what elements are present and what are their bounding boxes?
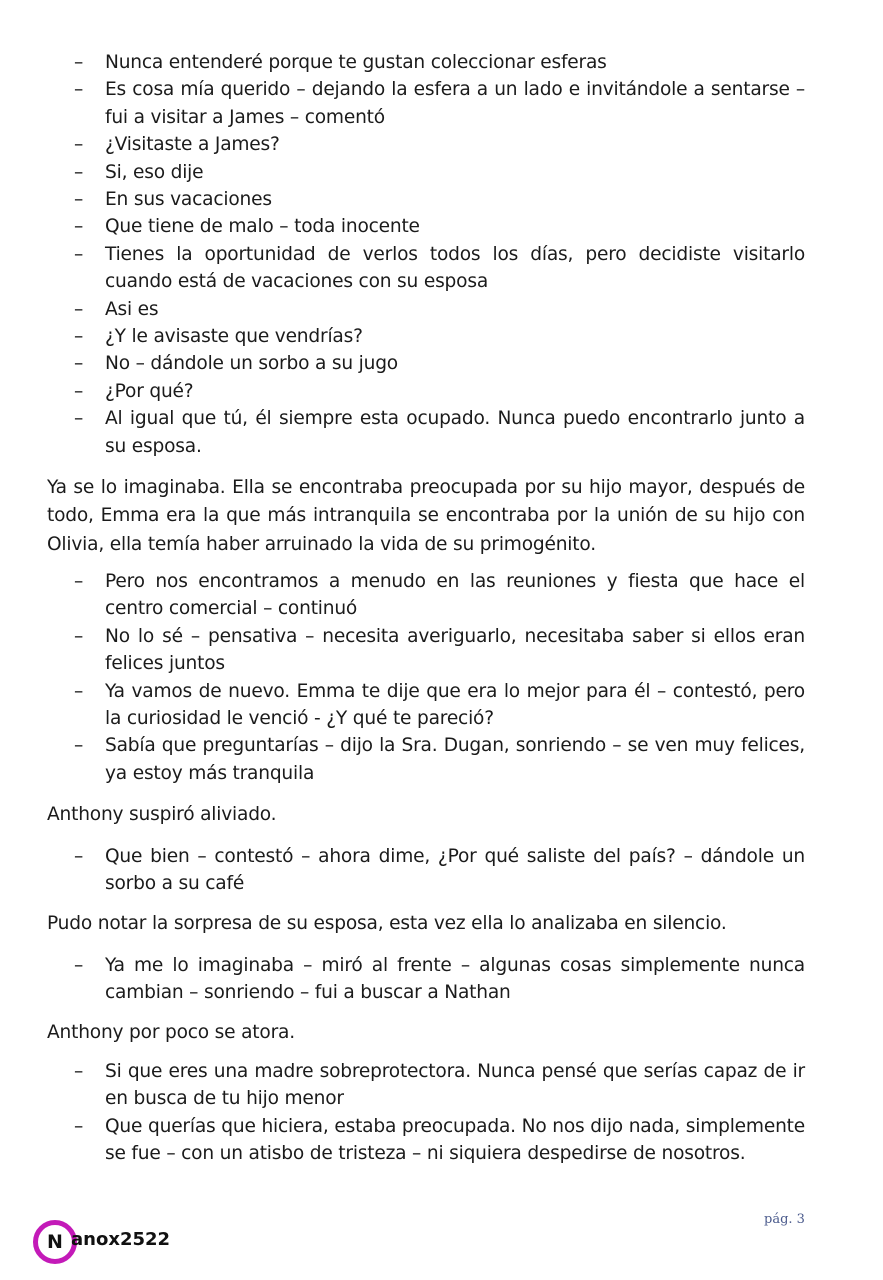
dash-marker: – [74,161,84,183]
dialogue-line [0,1113,883,1168]
author-logo [28,1218,228,1266]
dash-marker: – [74,243,84,265]
dialogue-text: Sabía que preguntarías – dijo la Sra. Dugan, sonriendo – se ven muy felices, ya estoy más tranquila [105,735,805,784]
dialogue-text: Tienes la oportunidad de verlos todos los días, pero decidiste visitarlo cuando está de vacaciones con su esposa [105,243,805,293]
dialogue-text: Que tiene de malo – toda inocente [105,216,420,238]
dialogue-text: Al igual que tú, él siempre esta ocupado. Nunca puedo encontrarlo junto a su esposa. [105,408,805,457]
dash-marker: – [74,353,84,375]
dialogue-text: Si, eso dije [105,161,204,183]
dialogue-text: Que querías que hiciera, estaba preocupada. No nos dijo nada, simplemente se fue – con un atisbo de tristeza – ni siquiera despedirse de nosotros. [105,1115,805,1165]
dialogue-line [0,186,883,213]
dialogue-line [0,213,883,240]
dialogue-line [0,76,883,131]
narrative-paragraph: Anthony suspiró aliviado. [47,804,277,825]
logo-text: anox2522 [71,1229,171,1250]
dash-marker: – [74,52,84,73]
page-number: pág. 3 [764,1212,805,1227]
dash-marker: – [74,680,84,702]
dialogue-text: Ya vamos de nuevo. Emma te dije que era lo mejor para él – contestó, pero la curiosidad le venció - ¿Y qué te pareció? [105,680,805,730]
dialogue-group-5 [0,1058,883,1168]
dialogue-text: Que bien – contestó – ahora dime, ¿Por qué saliste del país? – dándole un sorbo a su café [105,846,805,895]
dialogue-text: ¿Por qué? [105,380,194,402]
dialogue-line [0,296,883,323]
dialogue-group-2 [0,568,883,787]
dialogue-line [0,568,883,623]
dash-marker: – [74,298,84,320]
dialogue-line [0,678,883,733]
dialogue-line [0,732,883,787]
dialogue-line [0,131,883,158]
dialogue-group-4 [0,952,883,1007]
dialogue-text: Pero nos encontramos a menudo en las reuniones y fiesta que hace el centro comercial – continuó [105,571,805,620]
dialogue-text: Si que eres una madre sobreprotectora. Nunca pensé que serías capaz de ir en busca de tu hijo menor [105,1061,805,1110]
dialogue-text: No lo sé – pensativa – necesita averiguarlo, necesitaba saber si ellos eran felices juntos [105,625,805,675]
dialogue-line [0,1058,883,1113]
dialogue-text: Es cosa mía querido – dejando la esfera a un lado e invitándole a sentarse – fui a visitar a James – comentó [105,79,805,128]
dialogue-text: Nunca entenderé porque te gustan coleccionar esferas [105,52,607,73]
narrative-paragraph: Anthony por poco se atora. [47,1022,295,1043]
dialogue-text: ¿Visitaste a James? [105,134,280,156]
dialogue-line [0,405,883,460]
dialogue-line [0,49,883,76]
dash-marker: – [74,571,84,592]
dash-marker: – [74,955,84,976]
dialogue-group-3 [0,843,883,898]
dialogue-line [0,323,883,350]
narrative-paragraph: Ya se lo imaginaba. Ella se encontraba preocupada por su hijo mayor, después de todo, Emma era la que más intranquila se encontraba por la unión de su hijo con Olivia, ella temía haber arruinado la vida de su primogénito. [47,477,805,555]
dash-marker: – [74,408,84,430]
dialogue-text: ¿Y le avisaste que vendrías? [105,326,363,348]
dash-marker: – [74,216,84,238]
dialogue-line [0,843,883,898]
dialogue-line [0,378,883,405]
dialogue-group-1 [0,49,883,460]
dialogue-text: Ya me lo imaginaba – miró al frente – algunas cosas simplemente nunca cambian – sonriendo – fui a buscar a Nathan [105,955,805,1004]
dash-marker: – [74,1061,84,1082]
narrative-paragraph: Pudo notar la sorpresa de su esposa, esta vez ella lo analizaba en silencio. [47,913,727,934]
dialogue-text: Asi es [105,298,159,320]
dash-marker: – [74,1115,84,1137]
dialogue-line [0,159,883,186]
dialogue-line [0,350,883,377]
dash-marker: – [74,79,84,101]
dash-marker: – [74,189,84,211]
dash-marker: – [74,380,84,402]
dialogue-line [0,623,883,678]
dash-marker: – [74,625,84,647]
dash-marker: – [74,735,84,757]
dash-marker: – [74,134,84,156]
dialogue-line [0,241,883,296]
dialogue-line [0,952,883,1007]
dash-marker: – [74,846,84,867]
dialogue-text: No – dándole un sorbo a su jugo [105,353,398,375]
dialogue-text: En sus vacaciones [105,189,272,211]
dash-marker: – [74,326,84,348]
logo-letter: N [47,1231,63,1253]
